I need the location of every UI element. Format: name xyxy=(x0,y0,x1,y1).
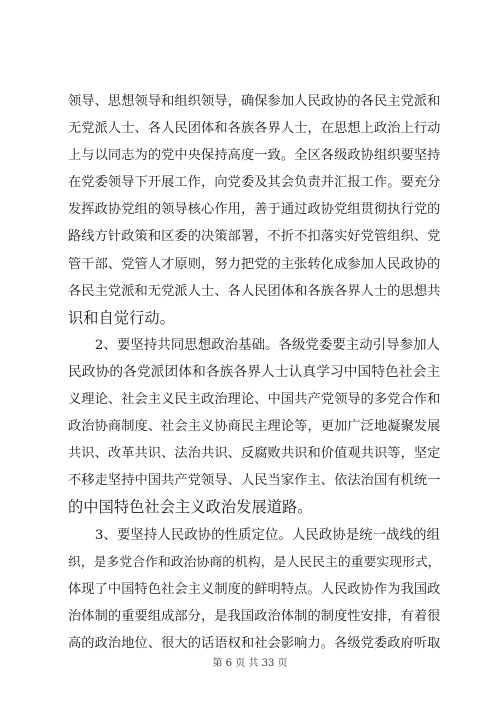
text-line: 领导、思想领导和组织领导，确保参加人民政协的各民主党派和 xyxy=(68,94,441,109)
text-line: 民政协的各党派团体和各族各界人士认真学习中国特色社会主 xyxy=(68,363,441,380)
text-line: 治体制的重要组成部分，是我国政治体制的制度性安排，有着很 xyxy=(68,608,441,624)
text-line: 路线方针政策和区委的决策部署，不折不扣落实好党管组织、党 xyxy=(68,229,441,245)
text-line: 不移走坚持中国共产党领导、人民当家作主、依法治国有机统一 xyxy=(68,473,441,489)
text-line: 无党派人士、各人民团体和各族各界人士，在思想上政治上行动 xyxy=(68,121,441,137)
text-line: 共识、改革共识、法治共识、反腐败共识和价值观共识等，坚定 xyxy=(68,446,441,462)
page-footer: 第 6 页 共 33 页 xyxy=(212,658,288,669)
text-line: 上与以同志为的党中央保持高度一致。全区各级政协组织要坚持 xyxy=(68,148,441,164)
text-line: 的中国特色社会主义政治发展道路。 xyxy=(68,498,313,517)
text-line: 体现了中国特色社会主义制度的鲜明特点。人民政协作为我国政 xyxy=(68,581,441,597)
text-line: 政治协商制度、社会主义协商民主理论等，更加广泛地凝聚发展 xyxy=(68,419,441,435)
text-line: 各民主党派和无党派人士、各人民团体和各族各界人士的思想共 xyxy=(68,283,441,299)
text-line: 织，是多党合作和政治协商的机构，是人民民主的重要实现形式， xyxy=(68,554,441,570)
text-line: 2、要坚持共同思想政治基础。各级党委要主动引导参加人 xyxy=(68,337,441,353)
text-line: 3、要坚持人民政协的性质定位。人民政协是统一战线的组 xyxy=(68,527,441,543)
text-line: 在党委领导下开展工作，向党委及其会负责并汇报工作。要充分 xyxy=(68,175,441,191)
body-text xyxy=(68,88,440,657)
text-line: 发挥政协党组的领导核心作用，善于通过政协党组贯彻执行党的 xyxy=(68,202,441,218)
text-line: 高的政治地位、很大的话语权和社会影响力。各级党委政府听取 xyxy=(68,635,441,651)
text-line: 识和自觉行动。 xyxy=(68,308,176,327)
text-line: 管干部、党管人才原则，努力把党的主张转化成参加人民政协的 xyxy=(68,256,441,272)
text-line: 义理论、社会主义民主政治理论、中国共产党领导的多党合作和 xyxy=(68,392,441,408)
